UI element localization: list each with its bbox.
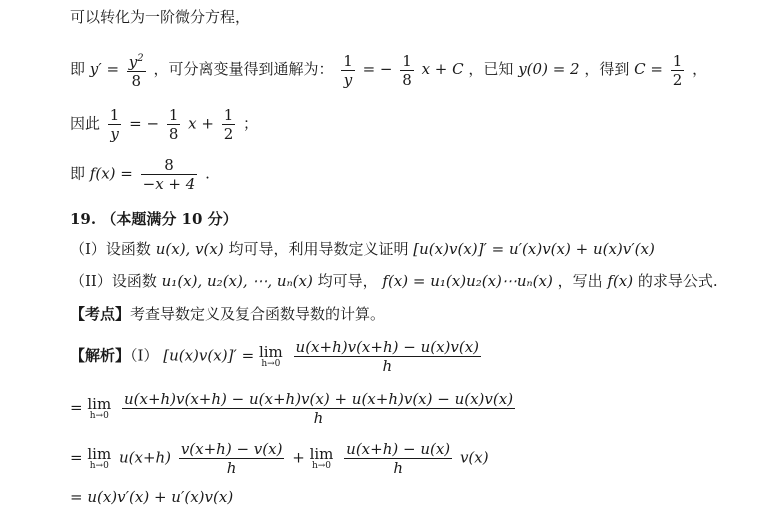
fraction-1-over-8: $\frac{1}{8}$ [402, 51, 412, 89]
derivation-step-3: = lim h→0 u(x+h) $\frac{v(x+h) - v(x)}{h}$ + lim h→0 $\frac{u(x+h) - u(x)}{h}$ v(x) [70, 440, 489, 477]
limit-operator: lim h→0 [258, 343, 283, 369]
text-line-1 [70, 6, 250, 27]
derivation-step-2: = lim h→0 $\frac{u(x+h)v(x+h) - u(x+h)v(x) + u(x+h)v(x) - u(x)v(x)}{h}$ [70, 390, 514, 427]
text-line-3: 因此 $\frac{1}{y}$ = − $\frac{1}{8}$ x + $\frac{1}{2}$ ； [70, 106, 259, 143]
v-difference-quotient: $\frac{v(x+h) - v(x)}{h}$ [180, 440, 283, 477]
difference-quotient: $\frac{u(x+h)v(x+h) - u(x)v(x)}{h}$ [295, 338, 480, 375]
derivation-step-4: = u(x)v′(x) + u′(x)v(x) [70, 488, 234, 506]
kaodian-line: 【考点】考查导数定义及复合函数导数的计算。 [70, 305, 386, 323]
fraction-1-over-8: $\frac{1}{8}$ [168, 106, 179, 143]
fraction-1-over-y: $\frac{1}{y}$ [109, 106, 120, 143]
limit-operator: lim h→0 [87, 395, 112, 421]
jiexi-tag: 【解析】 [70, 346, 131, 365]
line2-text1: ，可分离变量得到通解为： [153, 60, 334, 78]
question-19-title: 19. （本题满分 10 分） [70, 210, 238, 228]
line2-eq-lhs: y′ = [89, 60, 120, 78]
line3-prefix: 因此 [70, 114, 101, 133]
initial-condition: y(0) = 2 [518, 60, 580, 78]
jiexi-line: 【解析】（I） [u(x)v(x)]′ = lim h→0 $\frac{u(x+h)v(x+h) - u(x)v(x)}{h}$ [70, 338, 480, 375]
fraction-1-over-2: $\frac{1}{2}$ [672, 51, 683, 89]
expanded-difference-quotient: $\frac{u(x+h)v(x+h) - u(x+h)v(x) + u(x+h)v(x) - u(x)v(x)}{h}$ [123, 390, 514, 427]
fraction-8-over-neg-x-plus-4: $\frac{8}{-x + 4}$ [142, 156, 196, 193]
limit-operator: lim h→0 [309, 445, 334, 471]
limit-operator: lim h→0 [87, 445, 112, 471]
text-line-2: 即 y′ = $\frac{y^2}{8}$ ，可分离变量得到通解为： $\frac{1}{y}$ = − $\frac{1}{8}$ x + C ，已知 y(0) = 2 ，得到 C = $\frac{1}{2}$ ， [70, 51, 708, 90]
fx-lhs: f(x) = [89, 164, 133, 183]
question-19-part-2: （II）设函数 u₁(x), u₂(x), ⋯, uₙ(x) 均可导， f(x) = u₁(x)u₂(x)⋯uₙ(x) ，写出 f(x) 的求导公式. [70, 272, 718, 290]
line2-prefix: 即 [70, 60, 86, 78]
text-line-4: 即 f(x) = $\frac{8}{-x + 4}$ . [70, 156, 210, 193]
fraction-1-over-y: $\frac{1}{y}$ [343, 51, 353, 89]
u-difference-quotient: $\frac{u(x+h) - u(x)}{h}$ [346, 440, 451, 477]
kaodian-tag: 【考点】 [70, 305, 131, 323]
fraction-1-over-2: $\frac{1}{2}$ [223, 106, 234, 143]
line1-text: 可以转化为一阶微分方程， [70, 8, 251, 26]
fraction-y2-over-8: $\frac{y^2}{8}$ [127, 50, 146, 90]
product-rule-formula: [u(x)v(x)]′ = u′(x)v(x) + u(x)v′(x) [413, 240, 655, 258]
question-19-part-1: （I）设函数 u(x), v(x) 均可导，利用导数定义证明 [u(x)v(x)]′ = u′(x)v(x) + u(x)v′(x) [70, 240, 655, 258]
